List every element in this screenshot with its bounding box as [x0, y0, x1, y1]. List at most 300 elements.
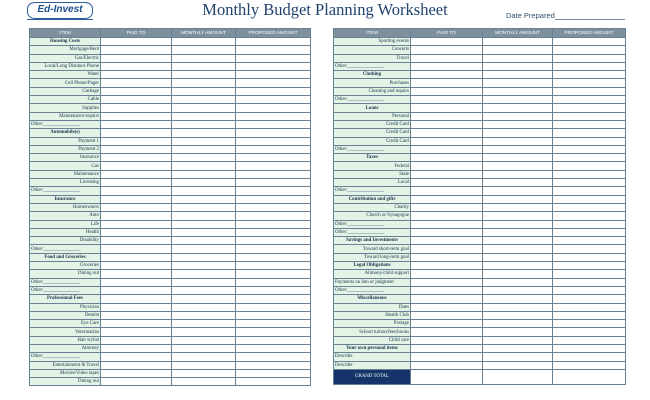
proposed-amount-cell[interactable] — [553, 353, 626, 361]
paid-to-cell[interactable] — [411, 220, 483, 228]
paid-to-cell[interactable] — [411, 262, 483, 270]
monthly-amount-cell[interactable] — [483, 71, 553, 79]
table-row — [30, 245, 311, 253]
paid-to-cell[interactable] — [101, 361, 172, 369]
proposed-amount-cell[interactable] — [236, 220, 311, 228]
paid-to-cell[interactable] — [411, 62, 483, 70]
paid-to-cell[interactable] — [101, 195, 172, 203]
monthly-amount-cell[interactable] — [483, 344, 553, 352]
table-row — [334, 129, 626, 137]
item-label: Toward short-term goal — [334, 245, 411, 253]
paid-to-cell[interactable] — [101, 120, 172, 128]
proposed-amount-cell[interactable] — [236, 162, 311, 170]
monthly-amount-cell[interactable] — [483, 203, 553, 211]
monthly-amount-cell[interactable] — [483, 328, 553, 336]
proposed-amount-cell[interactable] — [236, 203, 311, 211]
monthly-amount-cell[interactable] — [172, 112, 236, 120]
table-row — [334, 245, 626, 253]
item-label: Other:_______________ — [334, 220, 411, 228]
proposed-amount-cell[interactable] — [236, 112, 311, 120]
category-label: Taxes — [334, 154, 411, 162]
monthly-amount-cell[interactable] — [483, 96, 553, 104]
monthly-amount-cell[interactable] — [483, 228, 553, 236]
monthly-amount-cell[interactable] — [172, 62, 236, 70]
proposed-amount-cell[interactable] — [553, 328, 626, 336]
proposed-amount-cell[interactable] — [236, 187, 311, 195]
monthly-amount-cell[interactable] — [172, 270, 236, 278]
table-row — [334, 344, 626, 352]
paid-to-cell[interactable] — [411, 179, 483, 187]
paid-to-cell[interactable] — [411, 369, 483, 384]
paid-to-cell[interactable] — [411, 112, 483, 120]
proposed-amount-cell[interactable] — [236, 87, 311, 95]
monthly-amount-cell[interactable] — [483, 170, 553, 178]
table-header-row — [30, 29, 311, 38]
monthly-amount-cell[interactable] — [483, 369, 553, 384]
monthly-amount-cell[interactable] — [483, 262, 553, 270]
proposed-amount-cell[interactable] — [553, 154, 626, 162]
table-row — [30, 112, 311, 120]
monthly-amount-cell[interactable] — [172, 71, 236, 79]
table-row — [30, 369, 311, 377]
monthly-amount-cell[interactable] — [172, 361, 236, 369]
paid-to-cell[interactable] — [101, 286, 172, 294]
paid-to-cell[interactable] — [101, 170, 172, 178]
monthly-amount-cell[interactable] — [172, 311, 236, 319]
monthly-amount-cell[interactable] — [172, 79, 236, 87]
proposed-amount-cell[interactable] — [236, 170, 311, 178]
proposed-amount-cell[interactable] — [553, 195, 626, 203]
paid-to-cell[interactable] — [411, 320, 483, 328]
proposed-amount-cell[interactable] — [553, 145, 626, 153]
monthly-amount-cell[interactable] — [172, 245, 236, 253]
proposed-amount-cell[interactable] — [236, 286, 311, 294]
proposed-amount-cell[interactable] — [553, 129, 626, 137]
monthly-amount-cell[interactable] — [172, 104, 236, 112]
paid-to-cell[interactable] — [411, 295, 483, 303]
monthly-amount-cell[interactable] — [172, 46, 236, 54]
paid-to-cell[interactable] — [411, 104, 483, 112]
table-row — [30, 253, 311, 261]
paid-to-cell[interactable] — [101, 54, 172, 62]
monthly-amount-cell[interactable] — [172, 129, 236, 137]
proposed-amount-cell[interactable] — [553, 270, 626, 278]
paid-to-cell[interactable] — [101, 79, 172, 87]
monthly-amount-cell[interactable] — [172, 369, 236, 377]
table-row — [334, 336, 626, 344]
table-row — [30, 179, 311, 187]
paid-to-cell[interactable] — [101, 344, 172, 352]
proposed-amount-cell[interactable] — [236, 378, 311, 386]
grand-total-label: GRAND TOTAL — [334, 369, 411, 384]
paid-to-cell[interactable] — [101, 145, 172, 153]
paid-to-cell[interactable] — [411, 46, 483, 54]
table-row — [334, 253, 626, 261]
proposed-amount-cell[interactable] — [236, 270, 311, 278]
proposed-amount-cell[interactable] — [553, 162, 626, 170]
monthly-amount-cell[interactable] — [483, 237, 553, 245]
paid-to-cell[interactable] — [411, 195, 483, 203]
proposed-amount-cell[interactable] — [553, 320, 626, 328]
monthly-amount-cell[interactable] — [172, 145, 236, 153]
proposed-amount-cell[interactable] — [236, 54, 311, 62]
paid-to-cell[interactable] — [101, 228, 172, 236]
monthly-amount-cell[interactable] — [172, 87, 236, 95]
column-header-monthly-amount: MONTHLY AMOUNT — [483, 29, 553, 38]
proposed-amount-cell[interactable] — [553, 179, 626, 187]
proposed-amount-cell[interactable] — [236, 328, 311, 336]
monthly-amount-cell[interactable] — [172, 96, 236, 104]
proposed-amount-cell[interactable] — [553, 38, 626, 46]
monthly-amount-cell[interactable] — [483, 353, 553, 361]
paid-to-cell[interactable] — [101, 320, 172, 328]
monthly-amount-cell[interactable] — [172, 212, 236, 220]
paid-to-cell[interactable] — [101, 278, 172, 286]
monthly-amount-cell[interactable] — [172, 303, 236, 311]
monthly-amount-cell[interactable] — [483, 62, 553, 70]
monthly-amount-cell[interactable] — [483, 145, 553, 153]
item-label: Disability — [30, 237, 101, 245]
paid-to-cell[interactable] — [101, 378, 172, 386]
monthly-amount-cell[interactable] — [172, 262, 236, 270]
proposed-amount-cell[interactable] — [236, 179, 311, 187]
proposed-amount-cell[interactable] — [553, 54, 626, 62]
proposed-amount-cell[interactable] — [553, 120, 626, 128]
paid-to-cell[interactable] — [101, 87, 172, 95]
proposed-amount-cell[interactable] — [553, 212, 626, 220]
item-label: Payment 2 — [30, 145, 101, 153]
category-label: Clothing — [334, 71, 411, 79]
paid-to-cell[interactable] — [101, 245, 172, 253]
item-label: Other:_______________ — [334, 286, 411, 294]
paid-to-cell[interactable] — [411, 54, 483, 62]
proposed-amount-cell[interactable] — [236, 336, 311, 344]
column-header-proposed-amount: PROPOSED AMOUNT — [236, 29, 311, 38]
monthly-amount-cell[interactable] — [172, 328, 236, 336]
item-label: Describe — [334, 353, 411, 361]
proposed-amount-cell[interactable] — [553, 203, 626, 211]
paid-to-cell[interactable] — [411, 253, 483, 261]
item-label: Cleaning and repairs — [334, 87, 411, 95]
monthly-amount-cell[interactable] — [483, 253, 553, 261]
proposed-amount-cell[interactable] — [236, 71, 311, 79]
proposed-amount-cell[interactable] — [236, 262, 311, 270]
proposed-amount-cell[interactable] — [553, 262, 626, 270]
proposed-amount-cell[interactable] — [236, 120, 311, 128]
monthly-amount-cell[interactable] — [483, 112, 553, 120]
proposed-amount-cell[interactable] — [236, 46, 311, 54]
monthly-amount-cell[interactable] — [172, 336, 236, 344]
paid-to-cell[interactable] — [101, 104, 172, 112]
proposed-amount-cell[interactable] — [236, 295, 311, 303]
proposed-amount-cell[interactable] — [553, 336, 626, 344]
proposed-amount-cell[interactable] — [236, 303, 311, 311]
proposed-amount-cell[interactable] — [553, 170, 626, 178]
paid-to-cell[interactable] — [101, 369, 172, 377]
monthly-amount-cell[interactable] — [172, 228, 236, 236]
proposed-amount-cell[interactable] — [553, 278, 626, 286]
item-label: State — [334, 170, 411, 178]
monthly-amount-cell[interactable] — [172, 344, 236, 352]
paid-to-cell[interactable] — [411, 170, 483, 178]
monthly-amount-cell[interactable] — [483, 46, 553, 54]
monthly-amount-cell[interactable] — [172, 170, 236, 178]
monthly-amount-cell[interactable] — [172, 137, 236, 145]
paid-to-cell[interactable] — [411, 187, 483, 195]
proposed-amount-cell[interactable] — [553, 187, 626, 195]
proposed-amount-cell[interactable] — [236, 137, 311, 145]
proposed-amount-cell[interactable] — [553, 295, 626, 303]
item-label: Homeowners — [30, 203, 101, 211]
paid-to-cell[interactable] — [101, 154, 172, 162]
proposed-amount-cell[interactable] — [236, 212, 311, 220]
paid-to-cell[interactable] — [411, 353, 483, 361]
proposed-amount-cell[interactable] — [553, 369, 626, 384]
proposed-amount-cell[interactable] — [236, 311, 311, 319]
table-row — [30, 220, 311, 228]
item-label: Sporting events — [334, 38, 411, 46]
proposed-amount-cell[interactable] — [553, 311, 626, 319]
proposed-amount-cell[interactable] — [236, 38, 311, 46]
paid-to-cell[interactable] — [101, 137, 172, 145]
monthly-amount-cell[interactable] — [483, 162, 553, 170]
paid-to-cell[interactable] — [101, 179, 172, 187]
paid-to-cell[interactable] — [411, 79, 483, 87]
monthly-amount-cell[interactable] — [172, 286, 236, 294]
proposed-amount-cell[interactable] — [236, 253, 311, 261]
paid-to-cell[interactable] — [411, 228, 483, 236]
monthly-amount-cell[interactable] — [172, 253, 236, 261]
paid-to-cell[interactable] — [411, 212, 483, 220]
monthly-amount-cell[interactable] — [172, 195, 236, 203]
paid-to-cell[interactable] — [101, 38, 172, 46]
proposed-amount-cell[interactable] — [236, 278, 311, 286]
paid-to-cell[interactable] — [411, 120, 483, 128]
category-label: Loans — [334, 104, 411, 112]
monthly-amount-cell[interactable] — [483, 129, 553, 137]
proposed-amount-cell[interactable] — [553, 220, 626, 228]
table-row — [334, 237, 626, 245]
item-label: Credit Card — [334, 137, 411, 145]
monthly-amount-cell[interactable] — [172, 54, 236, 62]
proposed-amount-cell[interactable] — [236, 237, 311, 245]
paid-to-cell[interactable] — [411, 361, 483, 369]
monthly-amount-cell[interactable] — [483, 154, 553, 162]
proposed-amount-cell[interactable] — [236, 344, 311, 352]
paid-to-cell[interactable] — [411, 96, 483, 104]
table-row — [30, 203, 311, 211]
paid-to-cell[interactable] — [101, 162, 172, 170]
table-row — [334, 104, 626, 112]
paid-to-cell[interactable] — [411, 145, 483, 153]
paid-to-cell[interactable] — [411, 162, 483, 170]
paid-to-cell[interactable] — [101, 96, 172, 104]
paid-to-cell[interactable] — [101, 270, 172, 278]
monthly-amount-cell[interactable] — [172, 154, 236, 162]
proposed-amount-cell[interactable] — [236, 96, 311, 104]
paid-to-cell[interactable] — [411, 278, 483, 286]
monthly-amount-cell[interactable] — [483, 270, 553, 278]
paid-to-cell[interactable] — [411, 129, 483, 137]
monthly-amount-cell[interactable] — [483, 303, 553, 311]
proposed-amount-cell[interactable] — [553, 46, 626, 54]
paid-to-cell[interactable] — [411, 237, 483, 245]
monthly-amount-cell[interactable] — [172, 38, 236, 46]
proposed-amount-cell[interactable] — [553, 286, 626, 294]
monthly-amount-cell[interactable] — [483, 361, 553, 369]
monthly-amount-cell[interactable] — [483, 320, 553, 328]
proposed-amount-cell[interactable] — [553, 303, 626, 311]
paid-to-cell[interactable] — [101, 303, 172, 311]
item-label: Cable — [30, 96, 101, 104]
paid-to-cell[interactable] — [411, 344, 483, 352]
paid-to-cell[interactable] — [411, 270, 483, 278]
proposed-amount-cell[interactable] — [236, 79, 311, 87]
monthly-amount-cell[interactable] — [483, 278, 553, 286]
item-label: Groceries — [30, 262, 101, 270]
proposed-amount-cell[interactable] — [553, 112, 626, 120]
item-label: Veterinarian — [30, 328, 101, 336]
paid-to-cell[interactable] — [411, 203, 483, 211]
monthly-amount-cell[interactable] — [483, 336, 553, 344]
paid-to-cell[interactable] — [411, 71, 483, 79]
table-row — [334, 311, 626, 319]
paid-to-cell[interactable] — [411, 286, 483, 294]
proposed-amount-cell[interactable] — [236, 145, 311, 153]
monthly-amount-cell[interactable] — [483, 286, 553, 294]
monthly-amount-cell[interactable] — [172, 378, 236, 386]
monthly-amount-cell[interactable] — [172, 187, 236, 195]
paid-to-cell[interactable] — [101, 112, 172, 120]
category-label: Legal Obligations — [334, 262, 411, 270]
table-row — [334, 361, 626, 369]
monthly-amount-cell[interactable] — [483, 104, 553, 112]
proposed-amount-cell[interactable] — [236, 245, 311, 253]
paid-to-cell[interactable] — [101, 129, 172, 137]
monthly-amount-cell[interactable] — [483, 220, 553, 228]
paid-to-cell[interactable] — [101, 212, 172, 220]
monthly-amount-cell[interactable] — [483, 245, 553, 253]
monthly-amount-cell[interactable] — [172, 179, 236, 187]
proposed-amount-cell[interactable] — [236, 129, 311, 137]
proposed-amount-cell[interactable] — [236, 361, 311, 369]
paid-to-cell[interactable] — [411, 303, 483, 311]
item-label: Dining out — [30, 378, 101, 386]
paid-to-cell[interactable] — [101, 328, 172, 336]
paid-to-cell[interactable] — [101, 187, 172, 195]
paid-to-cell[interactable] — [101, 237, 172, 245]
paid-to-cell[interactable] — [101, 336, 172, 344]
paid-to-cell[interactable] — [101, 262, 172, 270]
monthly-amount-cell[interactable] — [172, 278, 236, 286]
proposed-amount-cell[interactable] — [553, 79, 626, 87]
monthly-amount-cell[interactable] — [483, 137, 553, 145]
paid-to-cell[interactable] — [411, 87, 483, 95]
proposed-amount-cell[interactable] — [236, 154, 311, 162]
monthly-amount-cell[interactable] — [483, 120, 553, 128]
monthly-amount-cell[interactable] — [172, 203, 236, 211]
proposed-amount-cell[interactable] — [553, 62, 626, 70]
category-label: Insurance — [30, 195, 101, 203]
monthly-amount-cell[interactable] — [172, 162, 236, 170]
monthly-amount-cell[interactable] — [483, 38, 553, 46]
item-label: Other:_______________ — [30, 353, 101, 361]
column-header-paid-to: PAID TO — [101, 29, 172, 38]
table-row — [334, 162, 626, 170]
monthly-amount-cell[interactable] — [483, 187, 553, 195]
monthly-amount-cell[interactable] — [483, 87, 553, 95]
proposed-amount-cell[interactable] — [553, 344, 626, 352]
proposed-amount-cell[interactable] — [553, 361, 626, 369]
paid-to-cell[interactable] — [101, 220, 172, 228]
proposed-amount-cell[interactable] — [553, 228, 626, 236]
monthly-amount-cell[interactable] — [172, 120, 236, 128]
proposed-amount-cell[interactable] — [236, 104, 311, 112]
proposed-amount-cell[interactable] — [236, 195, 311, 203]
monthly-amount-cell[interactable] — [483, 54, 553, 62]
monthly-amount-cell[interactable] — [483, 212, 553, 220]
table-row — [334, 154, 626, 162]
proposed-amount-cell[interactable] — [236, 369, 311, 377]
proposed-amount-cell[interactable] — [553, 104, 626, 112]
paid-to-cell[interactable] — [101, 46, 172, 54]
budget-table-right — [333, 28, 626, 385]
proposed-amount-cell[interactable] — [553, 237, 626, 245]
paid-to-cell[interactable] — [411, 245, 483, 253]
paid-to-cell[interactable] — [101, 253, 172, 261]
proposed-amount-cell[interactable] — [553, 137, 626, 145]
paid-to-cell[interactable] — [411, 38, 483, 46]
paid-to-cell[interactable] — [411, 311, 483, 319]
monthly-amount-cell[interactable] — [483, 79, 553, 87]
monthly-amount-cell[interactable] — [483, 295, 553, 303]
proposed-amount-cell[interactable] — [553, 245, 626, 253]
table-row — [334, 328, 626, 336]
paid-to-cell[interactable] — [411, 328, 483, 336]
paid-to-cell[interactable] — [101, 71, 172, 79]
proposed-amount-cell[interactable] — [553, 71, 626, 79]
monthly-amount-cell[interactable] — [483, 311, 553, 319]
proposed-amount-cell[interactable] — [553, 96, 626, 104]
table-row — [334, 369, 626, 384]
paid-to-cell[interactable] — [411, 137, 483, 145]
date-prepared-field[interactable] — [555, 19, 625, 20]
monthly-amount-cell[interactable] — [483, 195, 553, 203]
paid-to-cell[interactable] — [101, 353, 172, 361]
paid-to-cell[interactable] — [101, 62, 172, 70]
monthly-amount-cell[interactable] — [172, 353, 236, 361]
item-label: School tuition/fees/books — [334, 328, 411, 336]
monthly-amount-cell[interactable] — [172, 295, 236, 303]
monthly-amount-cell[interactable] — [172, 237, 236, 245]
item-label: Local/Long Distance Phone — [30, 62, 101, 70]
monthly-amount-cell[interactable] — [172, 320, 236, 328]
paid-to-cell[interactable] — [101, 311, 172, 319]
proposed-amount-cell[interactable] — [553, 87, 626, 95]
proposed-amount-cell[interactable] — [236, 353, 311, 361]
paid-to-cell[interactable] — [411, 336, 483, 344]
paid-to-cell[interactable] — [101, 203, 172, 211]
proposed-amount-cell[interactable] — [236, 228, 311, 236]
proposed-amount-cell[interactable] — [236, 62, 311, 70]
monthly-amount-cell[interactable] — [483, 179, 553, 187]
paid-to-cell[interactable] — [411, 154, 483, 162]
paid-to-cell[interactable] — [101, 295, 172, 303]
proposed-amount-cell[interactable] — [553, 253, 626, 261]
item-label: Auto — [30, 212, 101, 220]
proposed-amount-cell[interactable] — [236, 320, 311, 328]
monthly-amount-cell[interactable] — [172, 220, 236, 228]
